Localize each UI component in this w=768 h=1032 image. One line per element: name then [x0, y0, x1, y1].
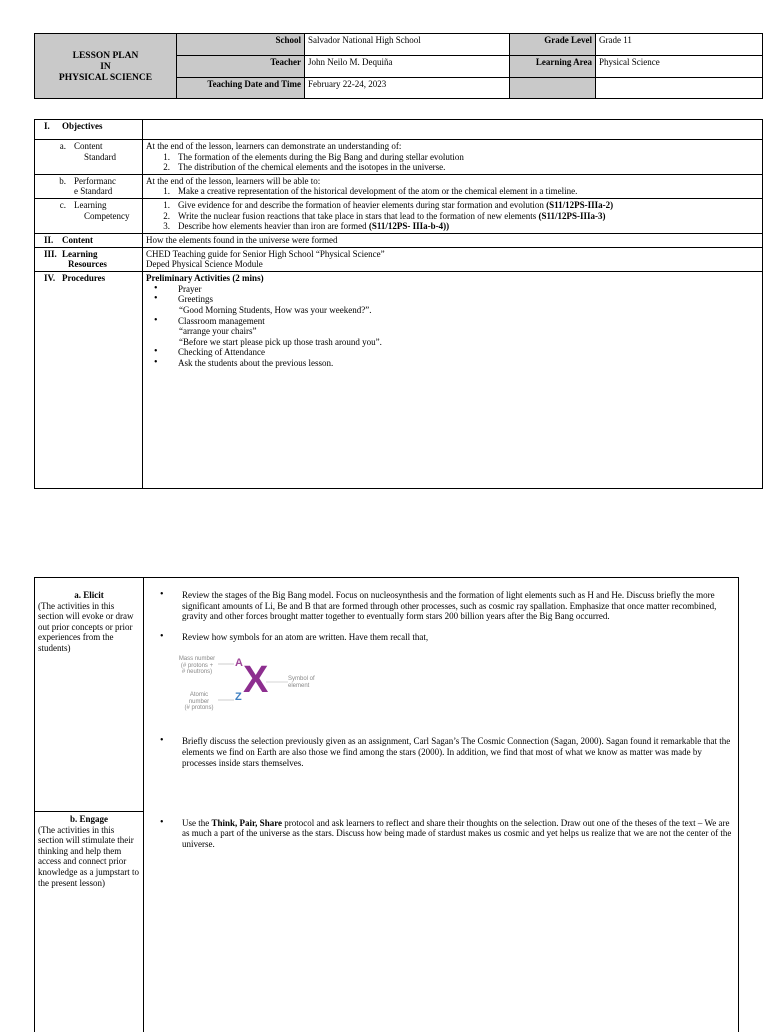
- teacher-value: John Neilo M. Dequiña: [305, 56, 510, 78]
- title-line: LESSON PLAN: [72, 51, 139, 62]
- row-label: Procedures: [62, 273, 106, 284]
- list-item: 1. Make a creative representation of the historical development of the atom or the chemical element in a timeline.: [163, 186, 578, 197]
- list-item: 1. Give evidence for and describe the formation of heavier elements during star formation and evolution (S11/12PS-IIIa-2): [163, 200, 614, 211]
- content-intro: At the end of the lesson, learners can demonstrate an understanding of:: [146, 141, 402, 151]
- prelim-heading: Preliminary Activities (2 mins): [146, 273, 264, 284]
- prelim-list: [146, 284, 759, 305]
- date-value: February 22-24, 2023: [305, 78, 510, 99]
- resource-line: CHED Teaching guide for Senior High School “Physical Science”: [146, 248, 385, 259]
- list-item: • Classroom management: [154, 314, 265, 326]
- title-line: IN: [100, 62, 111, 73]
- heading-num: I.: [44, 121, 50, 131]
- symbol-label: Symbol of element: [288, 676, 315, 689]
- mass-number-label: Mass number (# protons + # neutrons): [178, 656, 216, 676]
- title-line: PHYSICAL SCIENCE: [58, 72, 153, 83]
- engage-content: [144, 812, 739, 1032]
- list-item: • Prayer: [154, 282, 202, 294]
- lesson-table: [34, 119, 763, 489]
- row-num: II.: [44, 234, 54, 245]
- heading-label: Objectives: [62, 121, 103, 131]
- label-line: Performanc: [74, 175, 116, 186]
- label-line: Competency: [84, 210, 130, 221]
- elicit-desc: (The activities in this section will evoke or draw out prior concepts or prior experiences from the students): [38, 600, 134, 654]
- engage-desc: (The activities in this section will stimulate their thinking and help them access and connect prior knowledge as a jumpstart to the present lesson): [38, 824, 139, 888]
- area-value: Physical Science: [596, 56, 763, 78]
- label-line: Content: [74, 141, 103, 151]
- performance-standard-label: [35, 174, 143, 198]
- prelim-list: [146, 347, 759, 368]
- item-letter: c.: [59, 200, 66, 211]
- resources-row-value: [143, 247, 763, 271]
- mass-number-symbol: A: [235, 657, 243, 670]
- competency-list: [146, 200, 759, 232]
- elicit-content: [144, 578, 739, 812]
- area-label: Learning Area: [510, 56, 596, 78]
- engage-bullet: • Use the Think, Pair, Share protocol and ask learners to reflect and share their thoughts on the selection. Draw out one of the theses of the text – We are as much a part of the universe as the stars. Discuss how being made of stardust makes us cosmic and yet helps us realize that we are not the center of the universe.: [160, 816, 732, 849]
- elicit-title: a. Elicit: [74, 590, 104, 600]
- school-value: Salvador National High School: [305, 34, 510, 56]
- elicit-bullet: • Review how symbols for an atom are written. Have them recall that,: [160, 630, 429, 642]
- content-standard-label: [35, 140, 143, 175]
- row-label: Learning: [62, 248, 98, 259]
- prelim-list: [146, 316, 759, 327]
- objectives-heading: [35, 120, 143, 140]
- school-label: School: [177, 34, 305, 56]
- row-num: IV.: [44, 273, 56, 284]
- list-item: 1. The formation of the elements during the Big Bang and during stellar evolution: [163, 151, 464, 162]
- activities-table: [34, 577, 739, 1032]
- label-line: Standard: [84, 151, 116, 162]
- row-num: III.: [44, 248, 57, 259]
- classroom-quote: “arrange your chairs”: [179, 326, 257, 337]
- list-item: 2. The distribution of the chemical elements and the isotopes in the universe.: [163, 162, 446, 173]
- atomic-notation-diagram: [168, 656, 328, 722]
- row-label: Resources: [68, 259, 107, 270]
- grade-value: Grade 11: [596, 34, 763, 56]
- procedures-content: [143, 272, 763, 489]
- classroom-quote: “Before we start please pick up those trash around you”.: [179, 336, 382, 347]
- procedures-label: [35, 272, 143, 489]
- content-standard-text: [143, 140, 763, 175]
- empty-label: [510, 78, 596, 99]
- objectives-empty: [143, 120, 763, 140]
- row-label: Content: [62, 234, 93, 245]
- content-row-value: How the elements found in the universe were formed: [143, 233, 763, 247]
- label-line: e Standard: [74, 186, 113, 197]
- performance-list: [146, 186, 759, 197]
- element-symbol: X: [243, 659, 269, 702]
- engage-title: b. Engage: [69, 814, 108, 824]
- learning-competency-text: [143, 199, 763, 234]
- greetings-quote: “Good Morning Students, How was your weekend?”.: [179, 304, 372, 315]
- content-list: [146, 152, 759, 173]
- elicit-bullet: • Review the stages of the Big Bang model. Focus on nucleosynthesis and the formation of light elements such as H and He. Discuss briefly the more significant amounts of Li, Be and B that are formed through other processes, such as cosmic ray spallation. Emphasize that once matter recombined, gravity and other forces brought matter together to eventually form stars 200 billion years after the Big Bang occurred.: [160, 589, 717, 622]
- engage-label: [35, 812, 144, 1032]
- teacher-label: Teacher: [177, 56, 305, 78]
- elicit-bullet: • Briefly discuss the selection previously given as an assignment, Carl Sagan’s The Cosmic Connection (Sagan, 2000). Sagan found it remarkable that the elements we find on Earth are also those we find among the stars (2000). In addition, we find that most of what we know as matter was made by processes inside stars themselves.: [160, 735, 731, 768]
- list-item: • Ask the students about the previous lesson.: [154, 356, 334, 368]
- list-item: 2. Write the nuclear fusion reactions that take place in stars that lead to the formation of new elements (S11/12PS-IIIa-3): [163, 210, 606, 221]
- empty-value: [596, 78, 763, 99]
- label-line: Learning: [74, 200, 107, 211]
- performance-standard-text: [143, 174, 763, 198]
- performance-intro: At the end of the lesson, learners will be able to:: [146, 175, 321, 186]
- grade-label: Grade Level: [510, 34, 596, 56]
- lesson-plan-title: [35, 34, 177, 99]
- atomic-number-label: Atomic number (# protons): [184, 692, 214, 712]
- list-item: • Greetings: [154, 293, 213, 305]
- resource-line: Deped Physical Science Module: [146, 259, 263, 270]
- learning-competency-label: [35, 199, 143, 234]
- item-letter: a.: [59, 141, 66, 151]
- list-item: • Checking of Attendance: [154, 346, 265, 358]
- content-row-label: [35, 233, 143, 247]
- header-table: [34, 33, 763, 99]
- elicit-label: [35, 578, 144, 812]
- item-letter: b.: [59, 175, 66, 186]
- atomic-number-symbol: Z: [235, 691, 242, 704]
- list-item: 3. Describe how elements heavier than iron are formed (S11/12PS- IIIa-b-4)): [163, 221, 450, 232]
- resources-row-label: [35, 247, 143, 271]
- date-label: Teaching Date and Time: [177, 78, 305, 99]
